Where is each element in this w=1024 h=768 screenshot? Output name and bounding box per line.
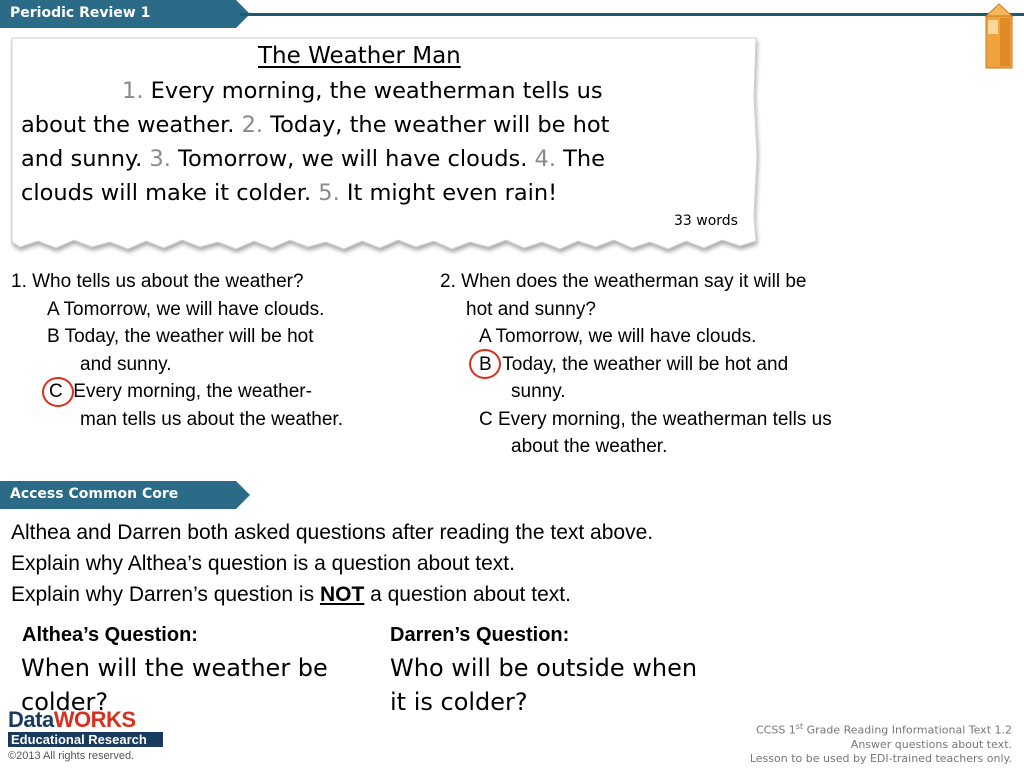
footer-sup: st — [795, 722, 804, 731]
darren-line: it is colder? — [390, 688, 528, 716]
sentence-text: and sunny. — [21, 146, 150, 172]
option-letter: B — [479, 353, 492, 375]
option-letter: C — [49, 381, 63, 402]
footer-text: CCSS 1 — [755, 723, 796, 737]
sentence-text: It might even rain! — [339, 180, 558, 206]
juice-box-icon — [982, 2, 1016, 70]
sentence-text: Every morning, the weatherman tells us — [143, 78, 603, 104]
sentence-number: 3. — [149, 146, 171, 172]
prompt-text: a question about text. — [364, 583, 571, 606]
passage-title: The Weather Man — [258, 43, 461, 69]
footer-text: Grade Reading Informational Text 1.2 — [803, 723, 1012, 737]
darren-heading: Darren’s Question: — [390, 624, 570, 646]
question-1-option-b[interactable]: B Today, the weather will be hot — [47, 326, 314, 347]
question-2-option-c[interactable]: C Every morning, the weatherman tells us — [479, 408, 832, 430]
prompt-line — [11, 579, 653, 610]
question-1-prompt: 1. Who tells us about the weather? — [11, 271, 304, 292]
question-2-option-a[interactable]: A Tomorrow, we will have clouds. — [479, 326, 757, 347]
logo-works: WORKS — [53, 707, 136, 732]
question-1-option-a[interactable]: A Tomorrow, we will have clouds. — [47, 298, 325, 320]
sentence-number: 5. — [318, 180, 340, 206]
word-count: 33 words — [674, 213, 738, 229]
sentence-text: clouds will make it colder. — [21, 180, 319, 206]
prompt-text: Explain why Darren’s question is — [11, 583, 320, 606]
passage-line — [21, 108, 751, 142]
not-emphasis: NOT — [319, 583, 365, 606]
footer-line: Answer questions about text. — [850, 737, 1012, 751]
answer-circle — [42, 377, 74, 407]
sentence-text: Tomorrow, we will have clouds. — [170, 146, 535, 172]
question-2-option-b-cont: sunny. — [511, 381, 566, 402]
prompt-line: Althea and Darren both asked questions after reading the text above. — [11, 521, 654, 544]
answer-circle — [469, 349, 501, 379]
prompt-line: Explain why Althea’s question is a question about text. — [11, 552, 515, 575]
althea-line: When will the weather be — [21, 654, 328, 682]
passage-body — [21, 74, 751, 210]
sentence-number: 2. — [241, 112, 264, 138]
darren-line: Who will be outside when — [390, 654, 698, 682]
question-2-prompt: 2. When does the weatherman say it will be — [440, 271, 807, 292]
sentence-text: about the weather. — [21, 112, 242, 138]
logo-subtitle: Educational Research — [8, 732, 163, 747]
passage-line — [21, 74, 751, 108]
copyright: ©2013 All rights reserved. — [8, 750, 135, 762]
sentence-number: 1. — [122, 78, 144, 104]
access-common-core-banner — [0, 481, 250, 509]
logo-data: Data — [8, 707, 54, 732]
question-1-option-c-cont: man tells us about the weather. — [80, 408, 343, 430]
footer-line: Lesson to be used by EDI-trained teachers only. — [749, 751, 1012, 765]
dataworks-logo — [8, 709, 166, 747]
section-label: Access Common Core — [10, 486, 179, 502]
option-text: Every morning, the weather- — [73, 381, 312, 402]
periodic-review-banner — [0, 0, 250, 28]
passage-line — [21, 176, 751, 210]
logo-wordmark — [8, 709, 166, 731]
question-1 — [11, 268, 343, 433]
question-2-option-c-cont: about the weather. — [511, 436, 668, 457]
task-prompt — [11, 517, 653, 610]
sentence-text: Today, the weather will be hot — [263, 112, 610, 138]
banner-label: Periodic Review 1 — [10, 5, 151, 21]
question-2-prompt-cont: hot and sunny? — [466, 298, 596, 320]
footer-line — [750, 720, 1012, 738]
althea-heading: Althea’s Question: — [22, 624, 198, 646]
passage-line — [21, 142, 751, 176]
darren-question — [390, 651, 697, 719]
sentence-number: 4. — [534, 146, 556, 172]
sentence-text: The — [555, 146, 605, 172]
header-rule — [240, 13, 1024, 16]
standards-footer — [750, 720, 1012, 766]
option-text: Today, the weather will be hot and — [502, 353, 789, 375]
althea-line: colder? — [21, 688, 109, 716]
question-1-option-b-cont: and sunny. — [80, 353, 172, 375]
